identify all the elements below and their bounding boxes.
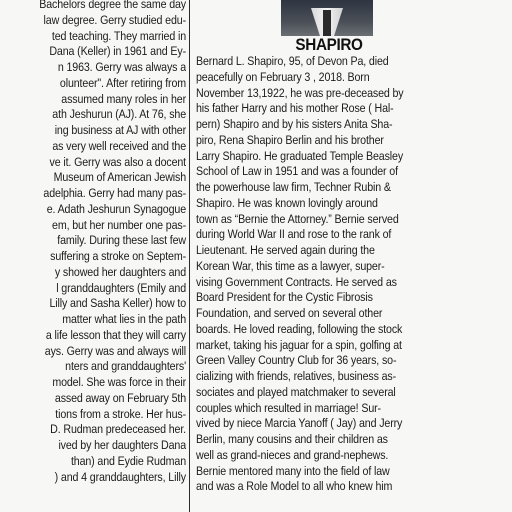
text-line: assumed many roles in her: [61, 91, 186, 106]
text-line: Lilly and Sasha Keller) how to: [49, 296, 186, 311]
text-line: a life lesson that they will carry: [45, 327, 186, 342]
text-line: Bachelors degree the same day: [39, 0, 186, 11]
text-line: town as “Bernie the Attorney.” Bernie served: [196, 211, 399, 226]
text-line: boards. He loved reading, following the stock: [196, 321, 403, 336]
text-line: n 1963. Gerry was always a: [57, 60, 186, 74]
text-line: peacefully on February 3 , 2018. Born: [196, 69, 370, 84]
text-line: assed away on February 5th: [54, 390, 186, 405]
text-line: em, but her number one pas-: [52, 217, 186, 232]
text-line: y showed her daughters and: [54, 264, 186, 279]
text-line: pern) Shapiro and by his sisters Anita Sha-: [196, 117, 393, 131]
text-line: well as grand-nieces and grand-nephews.: [196, 447, 389, 462]
text-line: Museum of American Jewish: [53, 170, 186, 185]
text-line: model. She was force in their: [52, 375, 186, 389]
text-line: ) and 4 granddaughters, Lilly: [54, 469, 186, 484]
text-line: ing business at AJ with other: [54, 123, 186, 137]
text-line: vived by niece Marcia Yanoff ( Jay) and Jerry: [196, 416, 403, 431]
text-line: Lieutenant. He served again during the: [196, 243, 375, 257]
text-line: his father Harry and his mother Rose ( Hal-: [196, 101, 394, 116]
text-line: Berlin, many cousins and their children as: [196, 432, 388, 446]
text-line: ted teaching. They married in: [51, 28, 186, 43]
text-line: ath Jeshurun (AJ). At 76, she: [52, 107, 186, 122]
obituary-name-heading: SHAPIRO: [295, 35, 363, 54]
text-line: than) and Eydie Rudman: [70, 453, 186, 468]
right-obituary-text: [196, 54, 462, 495]
text-line: Korean War, this time as a lawyer, super-: [196, 258, 385, 273]
text-line: law degree. Gerry studied edu-: [43, 12, 186, 27]
text-line: Foundation, and served on several other: [196, 306, 383, 320]
left-obituary-text: [0, 0, 186, 485]
column-divider: [189, 0, 190, 512]
text-line: suffering a stroke on Septem-: [50, 249, 186, 263]
text-line: Shapiro. He was known lovingly around: [196, 195, 378, 210]
text-line: Bernard L. Shapiro, 95, of Devon Pa, died: [196, 54, 389, 68]
text-line: ays. Gerry was and always will: [44, 343, 186, 358]
text-line: School of Law in 1951 and was a founder of: [196, 164, 398, 179]
text-line: olunteer". After retiring from: [59, 75, 186, 90]
text-line: market, taking his jaguar for a spin, golfing at: [196, 337, 402, 352]
text-line: Bernie mentored many into the field of law: [196, 463, 390, 478]
text-line: Larry Shapiro. He graduated Temple Beasley: [196, 148, 404, 163]
text-line: ived by her daughters Dana: [58, 438, 186, 452]
text-line: D. Rudman predeceased her.: [50, 422, 186, 437]
text-line: nters and granddaughters': [65, 359, 186, 374]
text-line: as very well received and the: [52, 138, 186, 153]
text-line: November 13,1922, he was pre-deceased by: [196, 85, 404, 100]
text-line: during World War II and rose to the rank of: [196, 227, 392, 242]
text-line: piro, Rena Shapiro Berlin and his brother: [196, 132, 384, 147]
text-line: l granddaughters (Emily and: [56, 280, 186, 295]
portrait-tie: [323, 10, 331, 36]
text-line: Green Valley Country Club for 36 years, so-: [196, 353, 397, 368]
right-obituary-column: [196, 0, 462, 512]
text-line: Dana (Keller) in 1961 and Ey-: [49, 44, 186, 59]
text-line: family. During these last few: [57, 233, 186, 248]
text-line: and was a Role Model to all who knew him: [196, 479, 393, 494]
text-line: the powerhouse law firm, Techner Rubin &: [196, 180, 391, 194]
text-line: sociates and played matchmaker to several: [196, 384, 396, 399]
text-line: matter what lies in the path: [62, 312, 186, 326]
text-line: ve it. Gerry was also a docent: [49, 154, 186, 169]
portrait-photo: [281, 0, 373, 36]
text-line: adelphia. Gerry had many pas-: [43, 186, 186, 200]
text-line: couples which resulted in marriage! Sur-: [196, 400, 381, 415]
text-line: cializing with friends, relatives, business as-: [196, 369, 397, 383]
left-obituary-column: [0, 0, 186, 512]
text-line: e. Adath Jeshurun Synagogue: [46, 201, 186, 216]
text-line: Board President for the Cystic Fibrosis: [196, 290, 373, 305]
text-line: tions from a stroke. Her hus-: [55, 406, 186, 421]
text-line: vising Government Contracts. He served as: [196, 274, 397, 289]
